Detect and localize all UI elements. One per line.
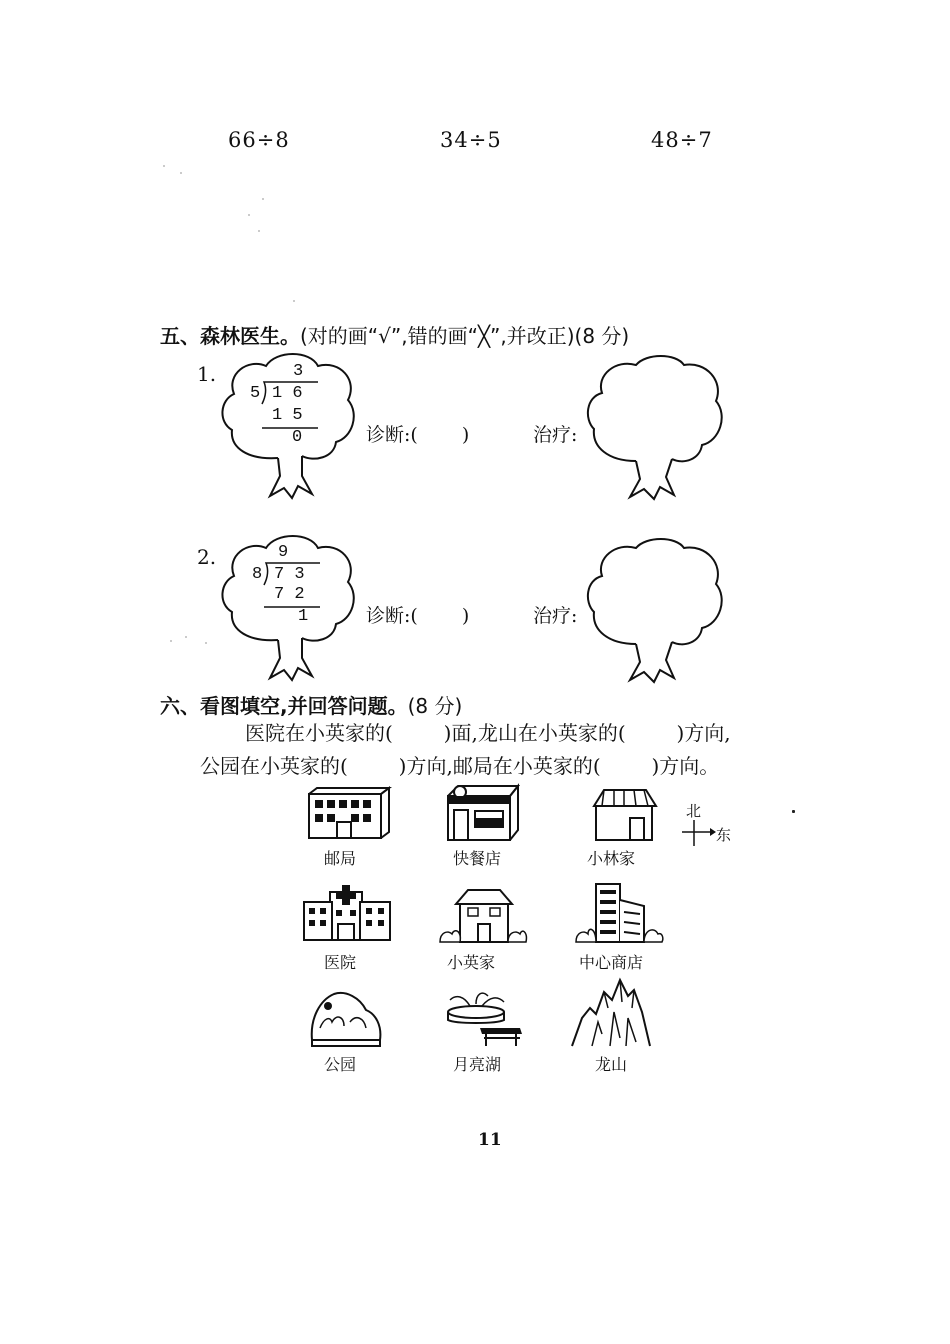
expression-3: 48÷7 [651,128,713,152]
diagnosis-label: 诊断:( [366,605,418,627]
caption-fast-food: 快餐店 [452,849,501,868]
lake-icon [436,988,526,1048]
park-icon [306,988,386,1048]
compass-north: 北 [686,802,702,820]
page-number: 11 [478,1130,502,1150]
caption-moon-lake: 月亮湖 [452,1055,501,1074]
compass-arrows-icon [680,818,716,848]
treatment-2: 治疗: [533,605,578,627]
diagnosis-close: ) [461,424,470,446]
diagnosis-close: ) [461,605,470,627]
dividend: 7 3 [274,565,305,584]
caption-park: 公园 [323,1055,356,1074]
hospital-icon [300,884,394,942]
compass-east: 东 [716,826,732,844]
mall-icon [574,880,664,944]
section-6-heading: 六、看图填空,并回答问题。 [160,694,408,718]
xiaolin-house-icon [590,786,658,842]
remainder: 1 [298,607,309,626]
treatment-1: 治疗: [533,424,578,446]
fill-line-2: 公园在小英家的( )方向,邮局在小英家的( )方向。 [200,754,720,778]
remainder: 0 [292,428,303,447]
section-6-title [160,690,462,719]
problem-1-number: 1. [197,362,217,386]
expression-1: 66÷8 [228,128,290,152]
expression-2: 34÷5 [440,128,502,152]
section-6-points: (8 分) [407,694,463,718]
caption-xiaolin-home: 小林家 [586,849,635,868]
caption-hospital: 医院 [323,953,356,972]
mountain-icon [570,978,654,1048]
caption-dragon-mountain: 龙山 [594,1055,627,1074]
problem-2-number: 2. [197,545,217,569]
divisor: 8 [252,565,263,584]
diagnosis-2 [366,601,469,628]
long-division-1 [248,362,328,452]
diagnosis-1 [366,420,469,447]
caption-post-office: 邮局 [323,849,356,868]
quotient: 3 [293,362,304,381]
divisor: 5 [250,384,261,403]
fast-food-shop-icon [444,784,520,842]
post-office-icon [305,788,391,840]
fill-line-1: 医院在小英家的( )面,龙山在小英家的( )方向, [245,721,731,745]
section-5-heading: 五、森林医生。 [160,324,300,348]
section-5-instructions: (对的画“√”,错的画“╳”,并改正)(8 分) [300,324,630,348]
long-division-2 [250,543,330,633]
product: 1 5 [272,406,303,425]
quotient: 9 [278,543,289,562]
caption-xiaoying-home: 小英家 [446,953,495,972]
compass [680,800,740,848]
dividend: 1 6 [272,384,303,403]
product: 7 2 [274,585,305,604]
section-5-title [160,320,629,349]
caption-center-store: 中心商店 [578,953,643,972]
tree-right-2-icon [584,536,726,684]
tree-right-1-icon [584,353,726,501]
xiaoying-house-icon [438,886,528,944]
diagnosis-label: 诊断:( [366,424,418,446]
